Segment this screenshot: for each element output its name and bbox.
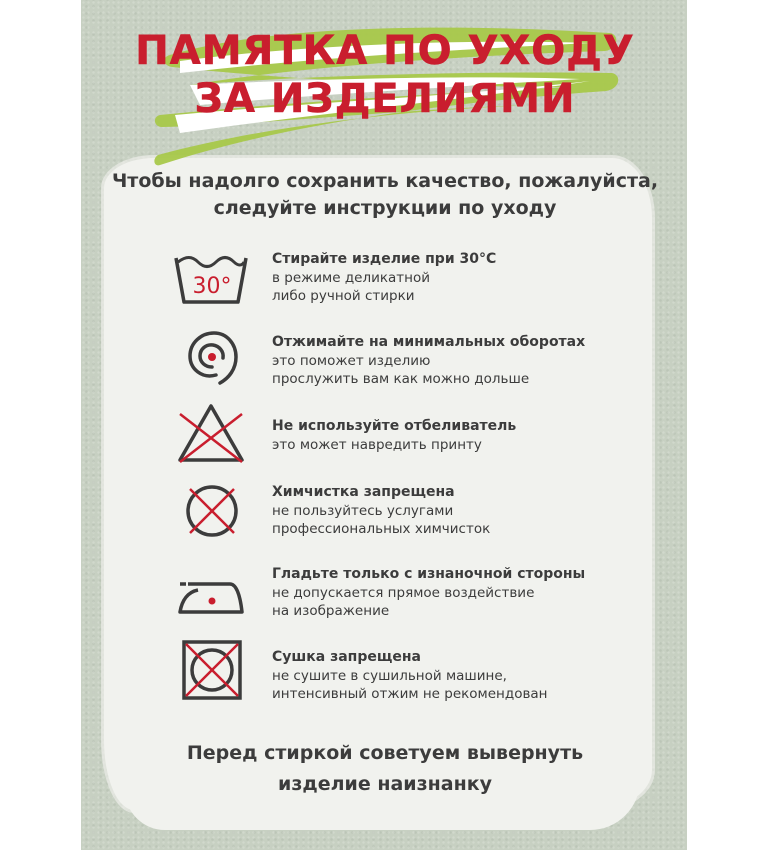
item-title-wash: Стирайте изделие при 30°С: [272, 251, 497, 267]
item-desc-bleach-1: это может навредить принту: [272, 437, 482, 453]
item-desc-spin-2: прослужить вам как можно дольше: [272, 371, 530, 387]
intro-line2: следуйте инструкции по уходу: [213, 197, 557, 219]
item-desc-tumble-dry-2: интенсивный отжим не рекомендован: [272, 686, 548, 702]
wash-30-icon: [172, 246, 250, 316]
page-title-line1: ПАМЯТКА ПО УХОДУ: [135, 28, 635, 74]
no-tumble-dry-icon: [172, 636, 250, 706]
page-title-line2: ЗА ИЗДЕЛИЯМИ: [194, 76, 576, 122]
item-title-bleach: Не используйте отбеливатель: [272, 418, 517, 434]
item-title-iron: Гладьте только с изнаночной стороны: [272, 566, 586, 582]
item-desc-dry-clean-2: профессиональных химчисток: [272, 521, 491, 537]
item-desc-iron-2: на изображение: [272, 603, 390, 619]
spin-icon: [172, 323, 250, 393]
footer-line2: изделие наизнанку: [278, 773, 492, 795]
iron-icon: [172, 560, 250, 630]
no-dry-clean-icon: [172, 476, 250, 546]
intro-text: [110, 168, 660, 222]
no-bleach-icon: [172, 400, 250, 470]
wash-temperature: 30°: [192, 274, 232, 299]
item-desc-tumble-dry-1: не сушите в сушильной машине,: [272, 668, 507, 684]
footer-advice: [150, 738, 620, 800]
intro-line1: Чтобы надолго сохранить качество, пожалуйста,: [111, 170, 659, 192]
item-title-dry-clean: Химчистка запрещена: [272, 484, 455, 500]
footer-line1: Перед стиркой советуем вывернуть: [186, 742, 584, 764]
item-title-spin: Отжимайте на минимальных оборотах: [272, 334, 586, 350]
item-desc-dry-clean-1: не пользуйтесь услугами: [272, 503, 454, 519]
item-desc-wash-2: либо ручной стирки: [272, 288, 415, 304]
item-desc-wash-1: в режиме деликатной: [272, 270, 431, 286]
item-title-tumble-dry: Сушка запрещена: [272, 649, 421, 665]
item-desc-iron-1: не допускается прямое воздействие: [272, 585, 535, 601]
item-desc-spin-1: это поможет изделию: [272, 353, 431, 369]
